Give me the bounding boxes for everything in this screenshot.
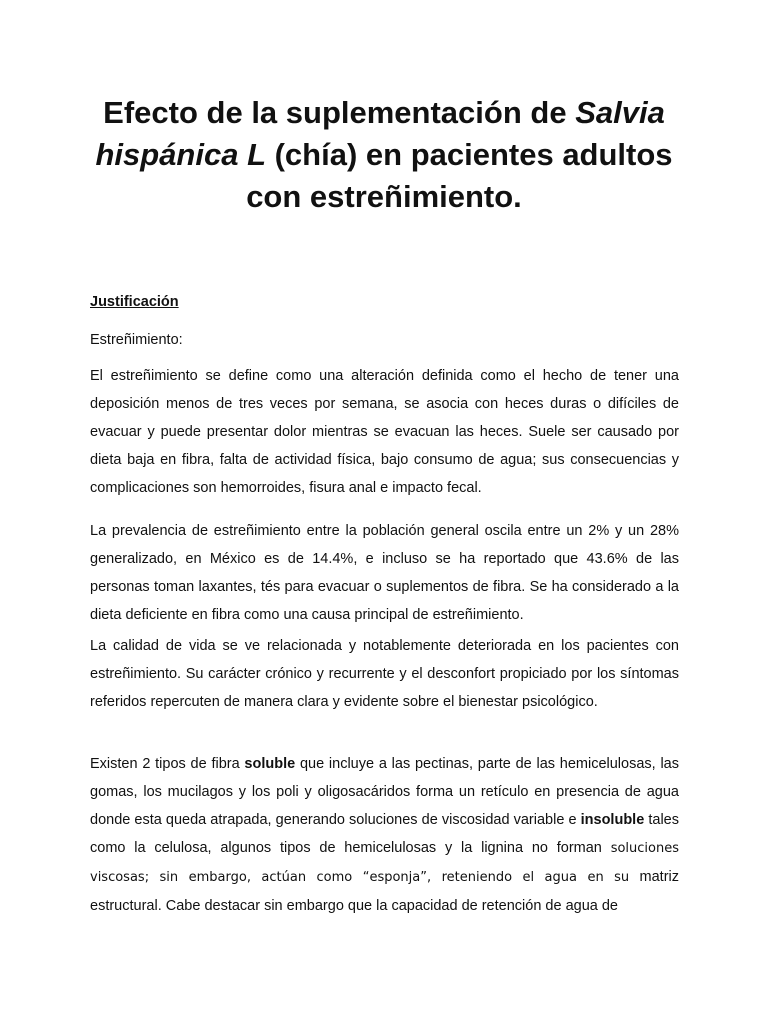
term-insoluble: insoluble bbox=[580, 812, 645, 828]
title-part-2: (chía) en pacientes adultos con estreñimiento. bbox=[246, 137, 673, 214]
paragraph-4-text-d: soluciones viscosas; sin embargo, actúan como “esponja”, reteniendo el agua en su bbox=[90, 841, 679, 885]
paragraph-4-text-b: que incluye a las pectinas, parte de las hemicelulosas, las gomas, los mucilagos y los poli y oligosacáridos forma un retículo en presencia de agua donde esta queda atrapada, generando soluciones de viscosidad variable e bbox=[90, 756, 679, 828]
title-part-1: Efecto de la suplementación de bbox=[103, 95, 576, 130]
paragraph-4 bbox=[90, 750, 679, 920]
document-title bbox=[70, 92, 698, 218]
paragraph-4-text-a: Existen 2 tipos de fibra bbox=[90, 756, 245, 772]
paragraph-1: El estreñimiento se define como una alteración definida como el hecho de tener una deposición menos de tres veces por semana, se asocia con heces duras o difíciles de evacuar y puede presentar dolor mientras se evacuan las heces. Suele ser causado por dieta baja en fibra, falta de actividad física, bajo consumo de agua; sus consecuencias y complicaciones son hemorroides, fisura anal e impacto fecal. bbox=[90, 368, 679, 496]
section-heading: Justificación bbox=[90, 294, 179, 310]
paragraph-4-text-e: matriz estructural. Cabe destacar sin embargo que la capacidad de retención de agua de bbox=[90, 869, 680, 914]
title-species-name: Salvia hispánica L bbox=[95, 95, 665, 172]
term-soluble: soluble bbox=[244, 756, 296, 772]
paragraph-4-text-c: tales como la celulosa, algunos tipos de hemicelulosas y la lignina no forman bbox=[90, 812, 679, 856]
paragraph-3: La calidad de vida se ve relacionada y notablemente deteriorada en los pacientes con estreñimiento. Su carácter crónico y recurrente y el desconfort propiciado por los síntomas referidos repercuten de manera clara y evidente sobre el bienestar psicológico. bbox=[90, 638, 679, 710]
subheading: Estreñimiento: bbox=[90, 332, 183, 348]
paragraph-2: La prevalencia de estreñimiento entre la población general oscila entre un 2% y un 28% generalizado, en México es de 14.4%, e incluso se ha reportado que 43.6% de las personas toman laxantes, tés para evacuar o suplementos de fibra. Se ha considerado a la dieta deficiente en fibra como una causa principal de estreñimiento. bbox=[90, 523, 679, 623]
